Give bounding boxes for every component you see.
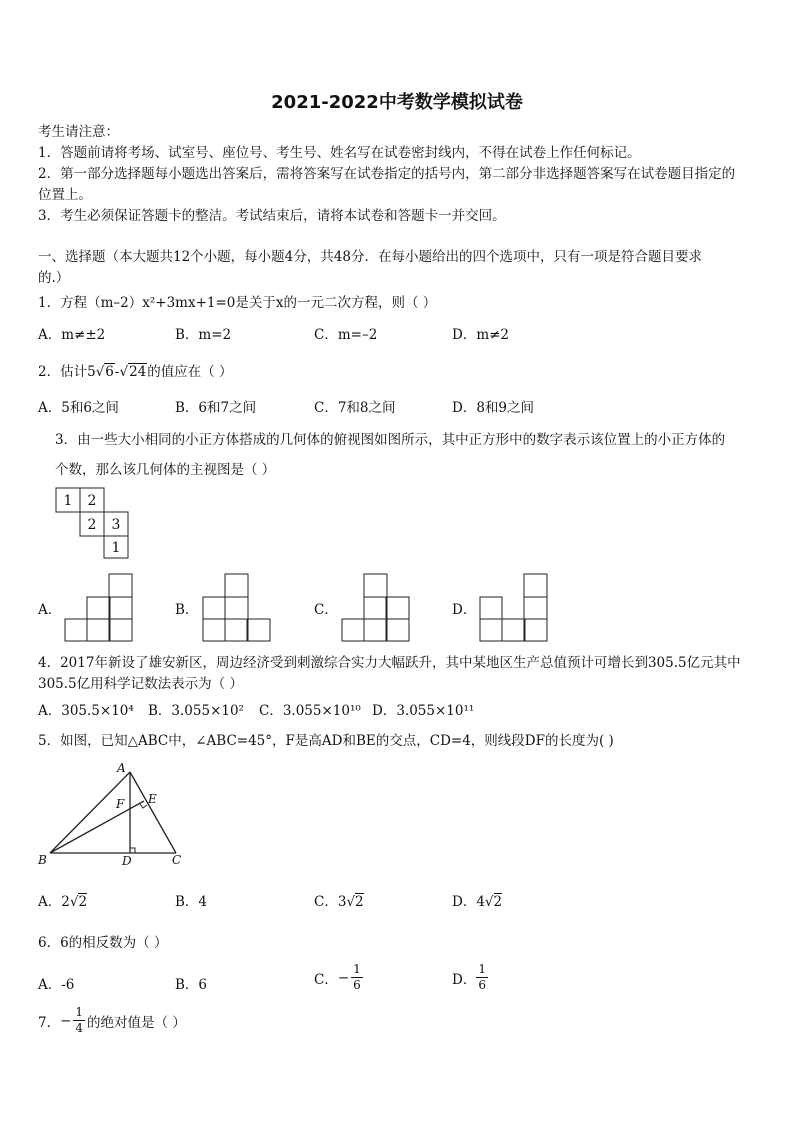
- q6-option-b[interactable]: B．6: [175, 977, 208, 993]
- q1-stem: 1．方程（m–2）x²+3mx+1=0是关于x的一元二次方程，则（ ）: [38, 295, 437, 311]
- point-label-d: D: [122, 854, 132, 868]
- q4-option-a[interactable]: A．305.5×10⁴: [38, 703, 134, 719]
- q3-option-a[interactable]: A．: [38, 602, 62, 618]
- q2-option-a[interactable]: A．5和6之间: [38, 400, 119, 416]
- q4-option-c[interactable]: C．3.055×10¹⁰: [259, 703, 361, 719]
- q1-option-c[interactable]: C．m=–2: [314, 327, 378, 343]
- page-title: 2021-2022中考数学模拟试卷: [271, 92, 523, 113]
- q2-radicand-2: 24: [129, 364, 147, 380]
- q2-stem: [38, 360, 233, 380]
- q5-stem: 5．如图，已知△ABC中，∠ABC=45°，F是高AD和BE的交点，CD=4，则线段DF的长度为( ): [38, 733, 614, 749]
- notice-line-2-cont: 位置上。: [38, 187, 92, 203]
- q3-stem: 3．由一些大小相同的小正方体搭成的几何体的俯视图如图所示，其中正方形中的数字表示该位置上的小正方体的: [55, 432, 726, 448]
- point-label-b: B: [38, 853, 47, 867]
- q5-triangle-figure: [38, 760, 188, 870]
- q4-stem-cont: 305.5亿用科学记数法表示为（ ）: [38, 676, 243, 692]
- q5-option-a[interactable]: A．2√2: [38, 894, 88, 910]
- right-angle-mark: [130, 848, 135, 853]
- q1-option-a[interactable]: A．m≠±2: [38, 327, 106, 343]
- grid-count: 2: [87, 517, 97, 533]
- sqrt-symbol-icon: √: [484, 894, 494, 910]
- point-label-e: E: [148, 792, 157, 806]
- q2-option-c[interactable]: C．7和8之间: [314, 400, 396, 416]
- section-heading: 一、选择题（本大题共12个小题，每小题4分，共48分．在每小题给出的四个选项中，只有一项是符合题目要求: [38, 249, 702, 265]
- sqrt-symbol-icon: √: [69, 894, 79, 910]
- notice-line-3: 3．考生必须保证答题卡的整洁。考试结束后，请将本试卷和答题卡一并交回。: [38, 208, 506, 224]
- point-label-a: A: [117, 761, 126, 775]
- q6-option-d[interactable]: D． 1 6: [452, 962, 486, 992]
- point-label-f: F: [116, 797, 125, 811]
- q5-option-c[interactable]: C．3√2: [314, 894, 364, 910]
- q2-option-d[interactable]: D．8和9之间: [452, 400, 535, 416]
- q3-stem-cont: 个数，那么该几何体的主视图是（ ）: [55, 462, 276, 478]
- q6-option-c[interactable]: C． − $\frac{1}{6}$: [314, 962, 361, 992]
- q3-option-d[interactable]: D．: [452, 602, 477, 618]
- q2-option-b[interactable]: B．6和7之间: [175, 400, 257, 416]
- q3-option-c-figure[interactable]: [341, 573, 411, 642]
- fraction: 1 6: [478, 962, 486, 992]
- q4-option-d[interactable]: D．3.055×10¹¹: [372, 703, 475, 719]
- q3-option-d-figure[interactable]: [479, 573, 549, 642]
- notice-heading: 考生请注意：: [38, 124, 119, 140]
- sqrt-symbol-icon: √: [119, 364, 129, 380]
- sqrt-symbol-icon: √: [95, 364, 105, 380]
- fraction: $\frac{1}{4}$: [75, 1005, 84, 1035]
- q2-radicand-1: 6: [105, 364, 114, 380]
- q7-stem: 7． − $\frac{1}{4}$ 的绝对值是（ ）: [38, 1005, 186, 1035]
- q3-option-a-figure[interactable]: [64, 573, 134, 642]
- grid-count: 1: [63, 493, 73, 509]
- grid-count: 2: [87, 493, 97, 509]
- fraction: $\frac{1}{6}$: [353, 962, 361, 992]
- q3-top-view-figure: [55, 487, 131, 559]
- sqrt-symbol-icon: √: [346, 894, 356, 910]
- q3-option-b-figure[interactable]: [202, 573, 272, 642]
- right-angle-mark: [140, 804, 147, 808]
- point-label-c: C: [172, 853, 182, 867]
- q1-option-b[interactable]: B．m=2: [175, 327, 232, 343]
- q6-option-a[interactable]: A．-6: [38, 977, 75, 993]
- section-heading-cont: 的.）: [38, 270, 70, 286]
- q1-option-d[interactable]: D．m≠2: [452, 327, 510, 343]
- grid-count: 1: [111, 540, 121, 556]
- q5-option-d[interactable]: D．4√2: [452, 894, 503, 910]
- notice-line-1: 1．答题前请将考场、试室号、座位号、考生号、姓名写在试卷密封线内，不得在试卷上作任何标记。: [38, 145, 641, 161]
- side-ac: [130, 772, 176, 853]
- q4-option-b[interactable]: B．3.055×10²: [148, 703, 244, 719]
- notice-line-2: 2．第一部分选择题每小题选出答案后，需将答案写在试卷指定的括号内，第二部分非选择题答案写在试卷题目指定的: [38, 166, 736, 182]
- q4-stem: 4．2017年新设了雄安新区，周边经济受到刺激综合实力大幅跃升，其中某地区生产总值预计可增长到305.5亿元其中: [38, 655, 741, 671]
- q2-prefix: 2．估计5: [38, 364, 96, 380]
- side-ab: [50, 772, 130, 853]
- q5-option-b[interactable]: B．4: [175, 894, 208, 910]
- q3-option-c[interactable]: C．: [314, 602, 338, 618]
- q2-suffix: 的值应在（ ）: [147, 364, 233, 380]
- q6-stem: 6．6的相反数为（ ）: [38, 935, 168, 951]
- q2-minus: -: [114, 364, 120, 380]
- grid-count: 3: [111, 517, 121, 533]
- q3-option-b[interactable]: B．: [175, 602, 199, 618]
